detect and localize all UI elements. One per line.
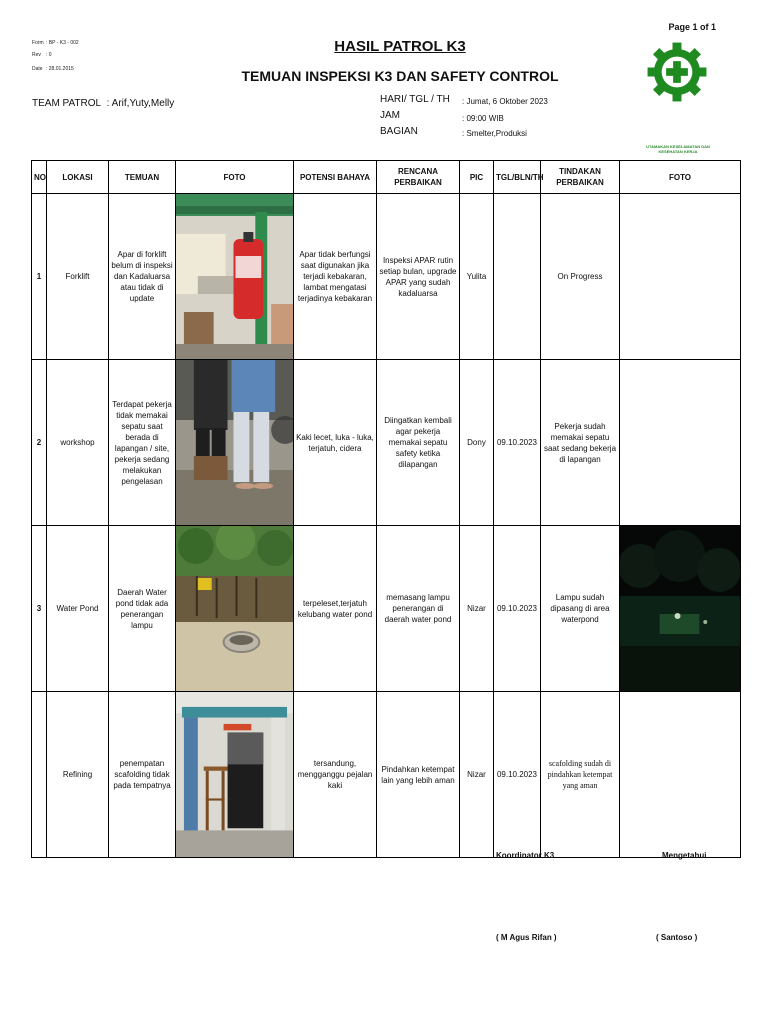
cell-tgl: 09.10.2023: [494, 692, 541, 858]
col-header-temuan: TEMUAN: [109, 161, 176, 194]
k3-logo-icon: [645, 40, 709, 104]
col-header-tgl: TGL/BLN/TH: [494, 161, 541, 194]
table-row: [32, 692, 741, 858]
signature-name-acknowledged: ( Santoso ): [656, 933, 698, 942]
cell-pic: Nizar: [460, 526, 494, 692]
cell-tgl: [494, 194, 541, 360]
info-label-time: JAM: [380, 110, 400, 121]
cell-tgl: 09.10.2023: [494, 526, 541, 692]
cell-pic: Nizar: [460, 692, 494, 858]
cell-foto-after: [620, 360, 741, 526]
info-value-section: : Smelter,Produksi: [462, 129, 527, 138]
cell-tgl: 09.10.2023: [494, 360, 541, 526]
cell-potensi: tersandung, mengganggu pejalan kaki: [294, 692, 377, 858]
cell-lokasi: Refining: [47, 692, 109, 858]
cell-foto-after: [620, 194, 741, 360]
cell-no: 2: [32, 360, 47, 526]
table-header-row: [32, 161, 741, 194]
cell-foto-after: [620, 692, 741, 858]
table-row: [32, 526, 741, 692]
cell-tindakan: scafolding sudah di pindahkan ketempat yang aman: [541, 692, 620, 858]
info-value-date: : Jumat, 6 Oktober 2023: [462, 97, 548, 106]
info-value-time: : 09:00 WIB: [462, 114, 504, 123]
water-pond-night-photo: [620, 526, 741, 692]
cell-temuan: penempatan scafolding tidak pada tempatnya: [109, 692, 176, 858]
signature-name-coordinator: ( M Agus Rifan ): [496, 933, 557, 942]
page-subtitle: TEMUAN INSPEKSI K3 DAN SAFETY CONTROL: [241, 68, 559, 84]
col-header-rencana: RENCANA PERBAIKAN: [377, 161, 460, 194]
col-header-potensi: POTENSI BAHAYA: [294, 161, 377, 194]
scaffolding-doorway-photo: [176, 692, 294, 858]
table-row: [32, 360, 741, 526]
form-meta-rev: Rev : 0: [32, 52, 52, 58]
col-header-pic: PIC: [460, 161, 494, 194]
page-number: Page 1 of 1: [668, 22, 716, 32]
info-label-date: HARI/ TGL / TH: [380, 94, 450, 105]
form-meta-form: Form : BP - K3 - 002: [32, 40, 79, 46]
cell-lokasi: workshop: [47, 360, 109, 526]
info-label-section: BAGIAN: [380, 126, 418, 137]
cell-potensi: terpeleset,terjatuh kelubang water pond: [294, 526, 377, 692]
cell-rencana: Inspeksi APAR rutin setiap bulan, upgrade APAR yang sudah kadaluarsa: [377, 194, 460, 360]
cell-tindakan: On Progress: [541, 194, 620, 360]
fire-extinguisher-photo: [176, 194, 294, 360]
col-header-foto-after: FOTO: [620, 161, 741, 194]
cell-lokasi: Forklift: [47, 194, 109, 360]
col-header-no: NO: [32, 161, 47, 194]
inspection-table: [31, 160, 741, 858]
col-header-tindakan: TINDAKAN PERBAIKAN: [541, 161, 620, 194]
water-pond-photo: [176, 526, 294, 692]
cell-lokasi: Water Pond: [47, 526, 109, 692]
table-row: [32, 194, 741, 360]
signature-title-acknowledged: Mengetahui: [662, 851, 707, 860]
cell-potensi: Kaki lecet, luka - luka, terjatuh, cidera: [294, 360, 377, 526]
cell-rencana: Diingatkan kembali agar pekerja memakai sepatu safety ketika dilapangan: [377, 360, 460, 526]
cell-no: 3: [32, 526, 47, 692]
page-title: HASIL PATROL K3: [334, 38, 466, 55]
cell-temuan: Terdapat pekerja tidak memakai sepatu saat berada di lapangan / site, pekerja sedang melakukan pengelasan: [109, 360, 176, 526]
cell-rencana: Pindahkan ketempat lain yang lebih aman: [377, 692, 460, 858]
cell-tindakan: Lampu sudah dipasang di area waterpond: [541, 526, 620, 692]
cell-tindakan: Pekerja sudah memakai sepatu saat sedang bekerja di lapangan: [541, 360, 620, 526]
cell-temuan: Apar di forklift belum di inspeksi dan Kadaluarsa atau tidak di update: [109, 194, 176, 360]
team-patrol: TEAM PATROL : Arif,Yuty,Melly: [32, 98, 175, 109]
cell-temuan: Daerah Water pond tidak ada penerangan lampu: [109, 526, 176, 692]
col-header-lokasi: LOKASI: [47, 161, 109, 194]
cell-potensi: Apar tidak berfungsi saat digunakan jika terjadi kebakaran, lambat mengatasi terjadinya kebakaran: [294, 194, 377, 360]
col-header-foto: FOTO: [176, 161, 294, 194]
signature-title-coordinator: Koordinator K3: [496, 851, 555, 860]
cell-no: [32, 692, 47, 858]
cell-pic: Yulita: [460, 194, 494, 360]
form-meta-date: Date : 28.01.2015: [32, 66, 74, 72]
logo-caption: UTAMAKAN KESELAMATAN DAN KESEHATAN KERJA: [646, 144, 710, 154]
cell-pic: Dony: [460, 360, 494, 526]
cell-rencana: memasang lampu penerangan di daerah water pond: [377, 526, 460, 692]
cell-no: 1: [32, 194, 47, 360]
workers-without-shoes-photo: [176, 360, 294, 526]
